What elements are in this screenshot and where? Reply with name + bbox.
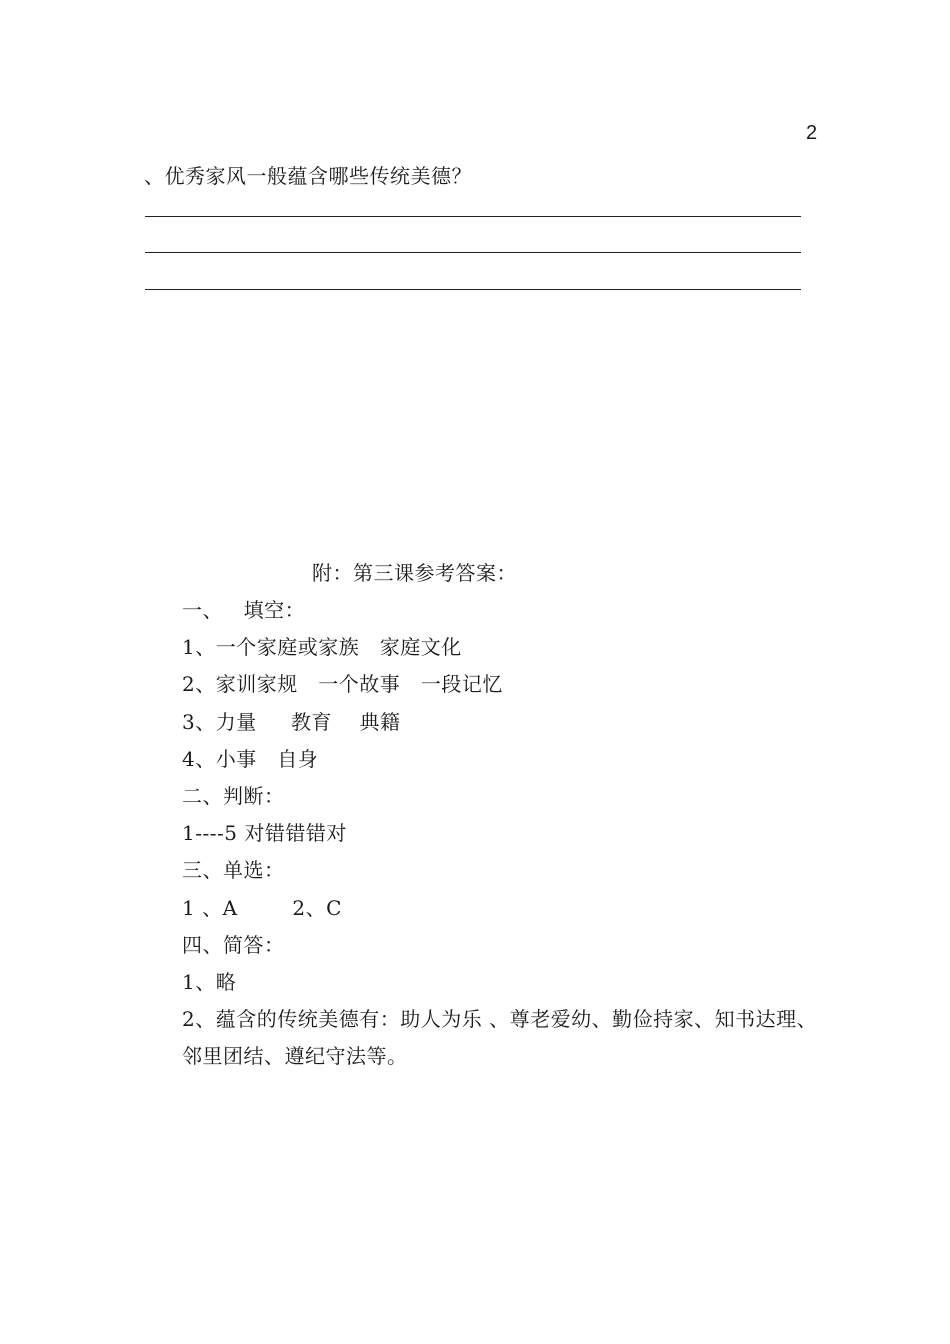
fill-in-answer-1: 1、一个家庭或家族 家庭文化: [182, 635, 462, 660]
fill-in-answer-3: 3、力量 教育 典籍: [182, 709, 401, 734]
short-answer-2: 2、蕴含的传统美德有：助人为乐 、尊老爱幼、勤俭持家、知书达理、邻里团结、遵纪守法等。: [182, 1007, 818, 1069]
question-text: 、优秀家风一般蕴含哪些传统美德？: [144, 164, 472, 188]
fill-in-answer-2: 2、家训家规 一个故事 一段记忆: [182, 672, 503, 697]
answer-line-1: [145, 216, 801, 217]
answer-list: [182, 592, 832, 1075]
answer-line-2: [145, 252, 801, 253]
single-choice-answer: 1 、A 2、C: [182, 895, 342, 920]
fill-in-answer-4: 4、小事 自身: [182, 746, 319, 771]
short-answer-1: 1、略: [182, 969, 237, 994]
answer-line-3: [145, 289, 801, 290]
section-short-answer-heading: 四、简答：: [182, 932, 285, 957]
judgment-answer: 1----5 对错错错对: [182, 821, 347, 846]
section-judgment-heading: 二、判断：: [182, 783, 285, 808]
page-number: 2: [806, 122, 818, 144]
appendix-title: 附：第三课参考答案：: [312, 561, 517, 585]
section-single-choice-heading: 三、单选：: [182, 858, 285, 883]
section-fill-in-heading: 一、 填空：: [182, 598, 306, 622]
